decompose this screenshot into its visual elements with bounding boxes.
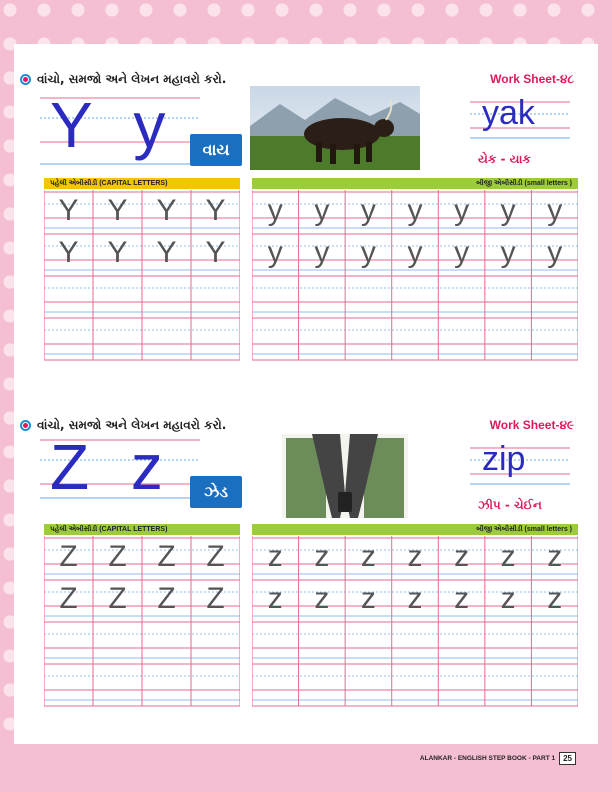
letters-text: Z z: [50, 431, 175, 503]
bullet-icon: [20, 74, 31, 85]
trace-letter: z: [267, 582, 283, 615]
trace-letter: y: [407, 236, 423, 269]
trace-letter: z: [360, 582, 376, 615]
small-letters-header: બીજી એબીસીડી (small letters ): [252, 524, 578, 535]
gujarati-letter-label: ઝેડ: [190, 476, 242, 508]
trace-letter: y: [267, 236, 283, 269]
trace-letter: y: [407, 194, 423, 227]
trace-letter: y: [500, 236, 516, 269]
worksheet-number: Work Sheet-૪૮: [490, 72, 574, 86]
trace-letter: Z: [59, 582, 78, 615]
trace-letter: Z: [108, 582, 127, 615]
capital-tracing-grid[interactable]: [44, 190, 240, 398]
trace-letter: Y: [156, 236, 177, 269]
word-text: yak: [482, 94, 535, 132]
gujarati-word: ઝીપ - ચેઈન: [478, 498, 542, 512]
trace-letter: z: [454, 582, 470, 615]
trace-letter: z: [547, 540, 563, 573]
bullet-icon: [20, 420, 31, 431]
trace-letter: Z: [157, 540, 176, 573]
book-title: ALANKAR - ENGLISH STEP BOOK - PART 1: [419, 755, 556, 762]
trace-letter: z: [547, 582, 563, 615]
trace-letter: y: [360, 194, 376, 227]
trace-letter: y: [454, 194, 470, 227]
trace-letter: Y: [107, 194, 128, 227]
trace-letter: Z: [206, 540, 225, 573]
trace-letter: y: [500, 194, 516, 227]
trace-letter: Y: [58, 194, 79, 227]
zipper-photo-icon: [282, 434, 452, 518]
trace-letter: z: [407, 582, 423, 615]
trace-letter: z: [407, 540, 423, 573]
trace-letter: y: [547, 236, 563, 269]
small-tracing-grid[interactable]: [252, 536, 578, 736]
worksheet-number: Work Sheet-૪૯: [489, 418, 574, 432]
instruction-text: વાંચો, સમજો અને લેખન મહાવરો કરો.: [37, 418, 227, 432]
trace-letter: Y: [107, 236, 128, 269]
capital-letters-header: પહેલી એબીસીડી (CAPITAL LETTERS): [44, 524, 240, 535]
big-letters: [40, 89, 200, 166]
capital-letters-header: પહેલી એબીસીડી (CAPITAL LETTERS): [44, 178, 240, 189]
capital-tracing-grid[interactable]: [44, 536, 240, 736]
gujarati-letter-label: વાય: [190, 134, 242, 166]
trace-letter: z: [500, 582, 516, 615]
letters-text: Y y: [50, 89, 178, 161]
trace-letter: Y: [205, 194, 226, 227]
trace-letter: y: [454, 236, 470, 269]
instruction-text: વાંચો, સમજો અને લેખન મહાવરો કરો.: [37, 72, 227, 86]
page-number: 25: [559, 752, 576, 765]
trace-letter: Z: [157, 582, 176, 615]
trace-letter: z: [360, 540, 376, 573]
trace-letter: y: [267, 194, 283, 227]
trace-letter: Z: [108, 540, 127, 573]
trace-letter: z: [267, 540, 283, 573]
yak-photo-icon: [250, 86, 420, 170]
trace-letter: Y: [58, 236, 79, 269]
trace-letter: z: [314, 540, 330, 573]
trace-letter: Z: [59, 540, 78, 573]
trace-letter: y: [314, 194, 330, 227]
trace-letter: z: [314, 582, 330, 615]
small-letters-header: બીજી એબીસીડી (small letters ): [252, 178, 578, 189]
gujarati-word: યેક - યાક: [478, 152, 531, 166]
trace-letter: z: [500, 540, 516, 573]
small-tracing-grid[interactable]: [252, 190, 578, 398]
trace-letter: Y: [156, 194, 177, 227]
footer: [420, 752, 576, 765]
trace-letter: y: [547, 194, 563, 227]
trace-letter: z: [454, 540, 470, 573]
word-box: [470, 440, 570, 486]
word-box: [470, 94, 570, 140]
word-text: zip: [482, 440, 526, 478]
trace-letter: Y: [205, 236, 226, 269]
instruction-line: [20, 72, 226, 87]
big-letters: [40, 431, 200, 508]
trace-letter: Z: [206, 582, 225, 615]
trace-letter: y: [314, 236, 330, 269]
trace-letter: y: [360, 236, 376, 269]
